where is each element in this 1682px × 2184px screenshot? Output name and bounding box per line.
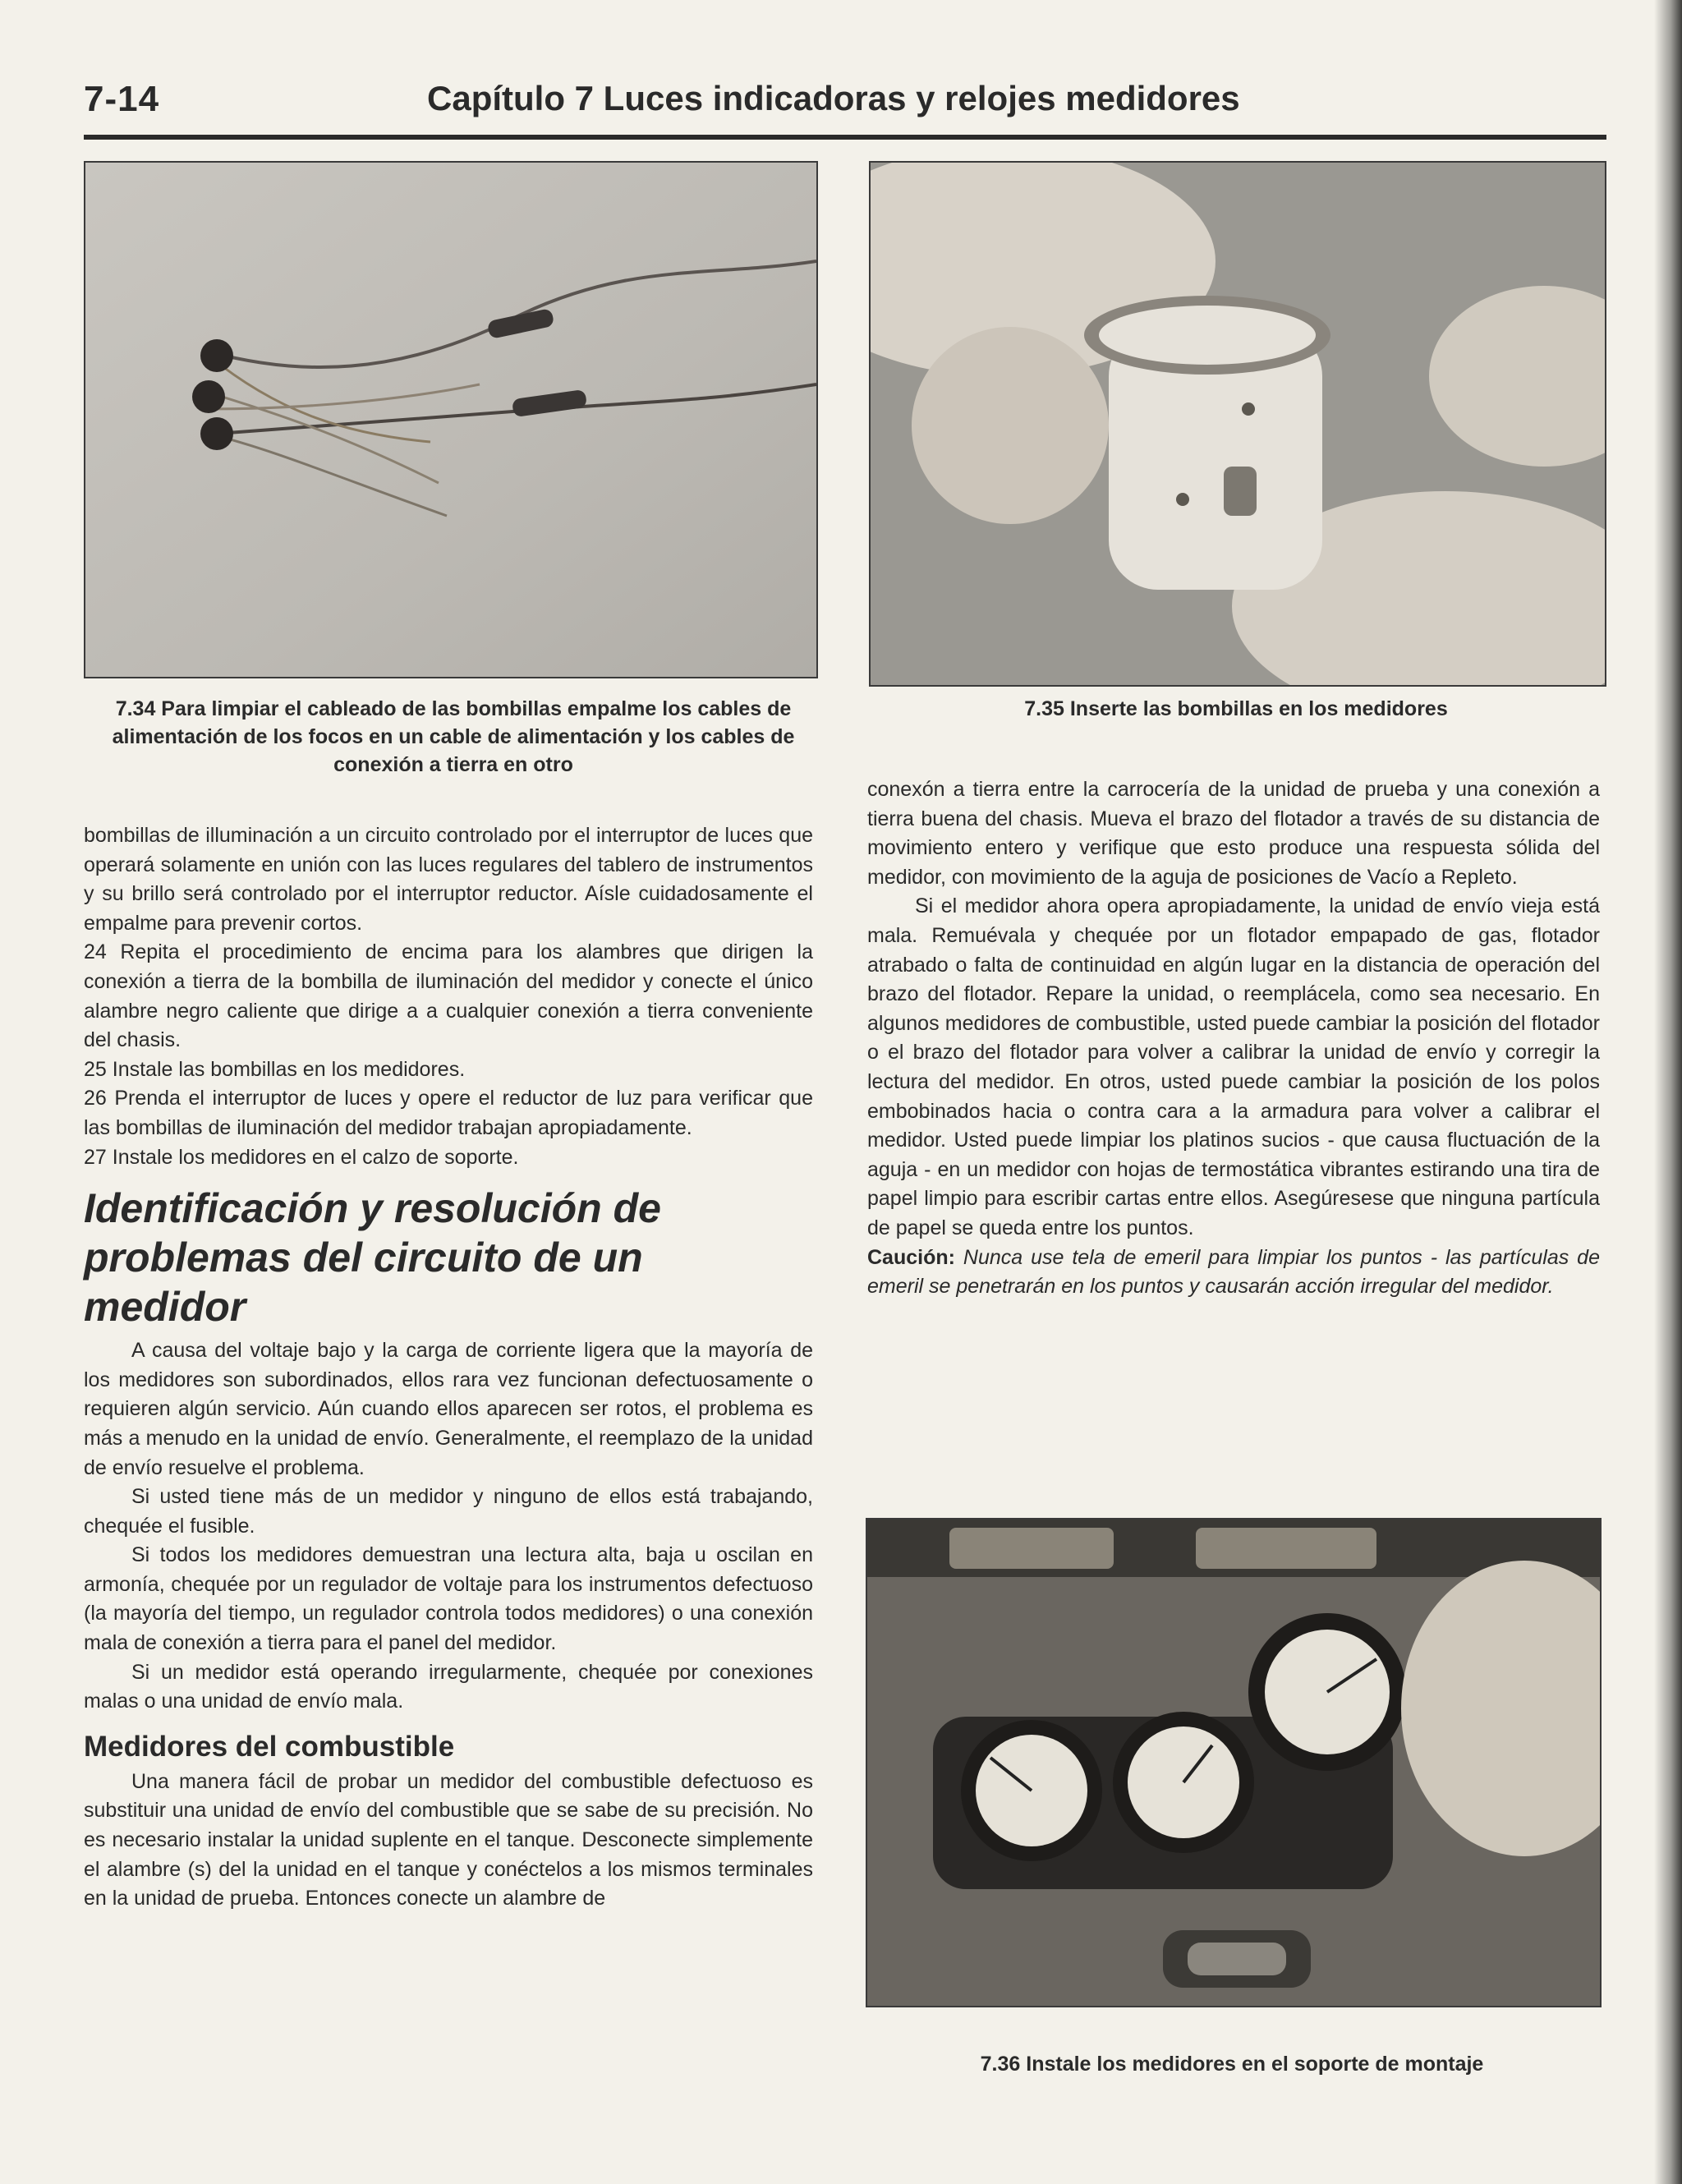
figure-7-35-photo: [869, 161, 1606, 687]
right-paragraph-1: conexón a tierra entre la carrocería de la unidad de prueba y una conexión a tierra buena del chasis. Mueva el brazo del flotador a través de su distancia de movimiento entero y verifique que esto produce una respuesta sólida del medidor, con movimiento de la aguja de posiciones de Vacío a Repleto.: [867, 778, 1600, 889]
figure-7-35-caption: 7.35 Inserte las bombillas en los medidores: [1024, 697, 1448, 720]
caution-note: [867, 1244, 1600, 1302]
paragraph-4: Si un medidor está operando irregularmente, chequée por conexiones malas o una unidad de envío mala.: [84, 1660, 813, 1713]
figure-7-34-photo: [84, 161, 818, 678]
subsection-title: Medidores del combustible: [84, 1730, 455, 1763]
page-number: 7-14: [84, 79, 160, 119]
step-24: 24 Repita el procedimiento de encima para los alambres que dirigen la conexión a tierra de la bombilla de iluminación del medidor y conecte el único alambre negro caliente que dirige a a cualquier conexión a tierra conveniente del chasis.: [84, 940, 813, 1052]
paragraph-1: A causa del voltaje bajo y la carga de corriente ligera que la mayoría de los medidores son subordinados, ellos rara vez funcionan defectuosamente o requieren algún servicio. Aún cuando ellos aparecen ser rotos, el problema es más a menudo en la unidad de envío. Generalmente, el reemplazo de la unidad de envío resuelve el problema.: [84, 1339, 813, 1479]
paragraph-continuation: bombillas de illuminación a un circuito controlado por el interruptor de luces que operará solamente en unión con las luces regulares del tablero de instrumentos y su brillo será controlado por el interruptor reductor. Aísle cuidadosamente el empalme para prevenir cortos.: [84, 824, 813, 935]
step-27: 27 Instale los medidores en el calzo de soporte.: [84, 1145, 519, 1169]
paragraph-2: Si usted tiene más de un medidor y ninguno de ellos está trabajando, chequée el fusible.: [84, 1485, 813, 1538]
chapter-title: Capítulo 7 Luces indicadoras y relojes medidores: [427, 79, 1240, 117]
page-header: [84, 76, 1606, 140]
caution-text: Nunca use tela de emeril para limpiar los puntos - las partículas de emeril se penetrarán en los puntos y causarán acción irregular del medidor.: [867, 1245, 1600, 1299]
left-column: [84, 821, 813, 1914]
figure-7-36-photo: [866, 1518, 1602, 2007]
paragraph-3: Si todos los medidores demuestran una lectura alta, baja u oscilan en armonía, chequée por un regulador de voltaje para los instrumentos defectuoso (la mayoría del tiempo, un regulador controla todos medidores) o una conexión mala de conexión a tierra para el panel del medidor.: [84, 1543, 813, 1655]
page-edge-shadow: [1654, 0, 1682, 2184]
paragraph-5: Una manera fácil de probar un medidor del combustible defectuoso es substituir una unidad de envío del combustible que se sabe de su precisión. No es necesario instalar la unidad suplente en el tanque. Desconecte simplemente el alambre (s) del la unidad en el tanque y conéctelos a los mismos terminales en la unidad de prueba. Entonces conecte un alambre de: [84, 1769, 813, 1910]
section-title: Identificación y resolución de problemas del circuito de un medidor: [84, 1185, 661, 1331]
figure-7-34-caption: 7.34 Para limpiar el cableado de las bombillas empalme los cables de alimentación de los focos en un cable de alimentación y los cables de conexión a tierra en otro: [112, 697, 795, 776]
right-column: [867, 775, 1600, 1302]
right-paragraph-2: Si el medidor ahora opera apropiadamente, la unidad de envío vieja está mala. Remuévala y chequée por un flotador empapado de gas, flotador atrabado o falta de continuidad en algún lugar en la distancia de operación del brazo del flotador. Repare la unidad, o reemplácela, como sea necesario. En algunos medidores de combustible, usted puede cambiar la posición del flotador o el brazo del flotador para volver a calibrar la unidad de envío y corregir la lectura del medidor. En otros, usted puede cambiar la posición de los polos embobinados hacia o contra cara a la armadura para volver a calibrar el medidor. Usted puede limpiar los platinos sucios - que causa fluctuación de la aguja - en un medidor con hojas de termostática vibrantes estirando una tira de papel limpio para escribir cartas entre ellos. Asegúresese que ninguna partícula de papel se queda entre los puntos.: [867, 894, 1600, 1239]
step-26: 26 Prenda el interruptor de luces y opere el reductor de luz para verificar que las bombillas de iluminación del medidor trabajan apropiadamente.: [84, 1087, 813, 1139]
caution-label: Caución:: [867, 1245, 955, 1269]
step-25: 25 Instale las bombillas en los medidores.: [84, 1057, 466, 1081]
figure-7-36-caption: 7.36 Instale los medidores en el soporte de montaje: [980, 2053, 1484, 2076]
